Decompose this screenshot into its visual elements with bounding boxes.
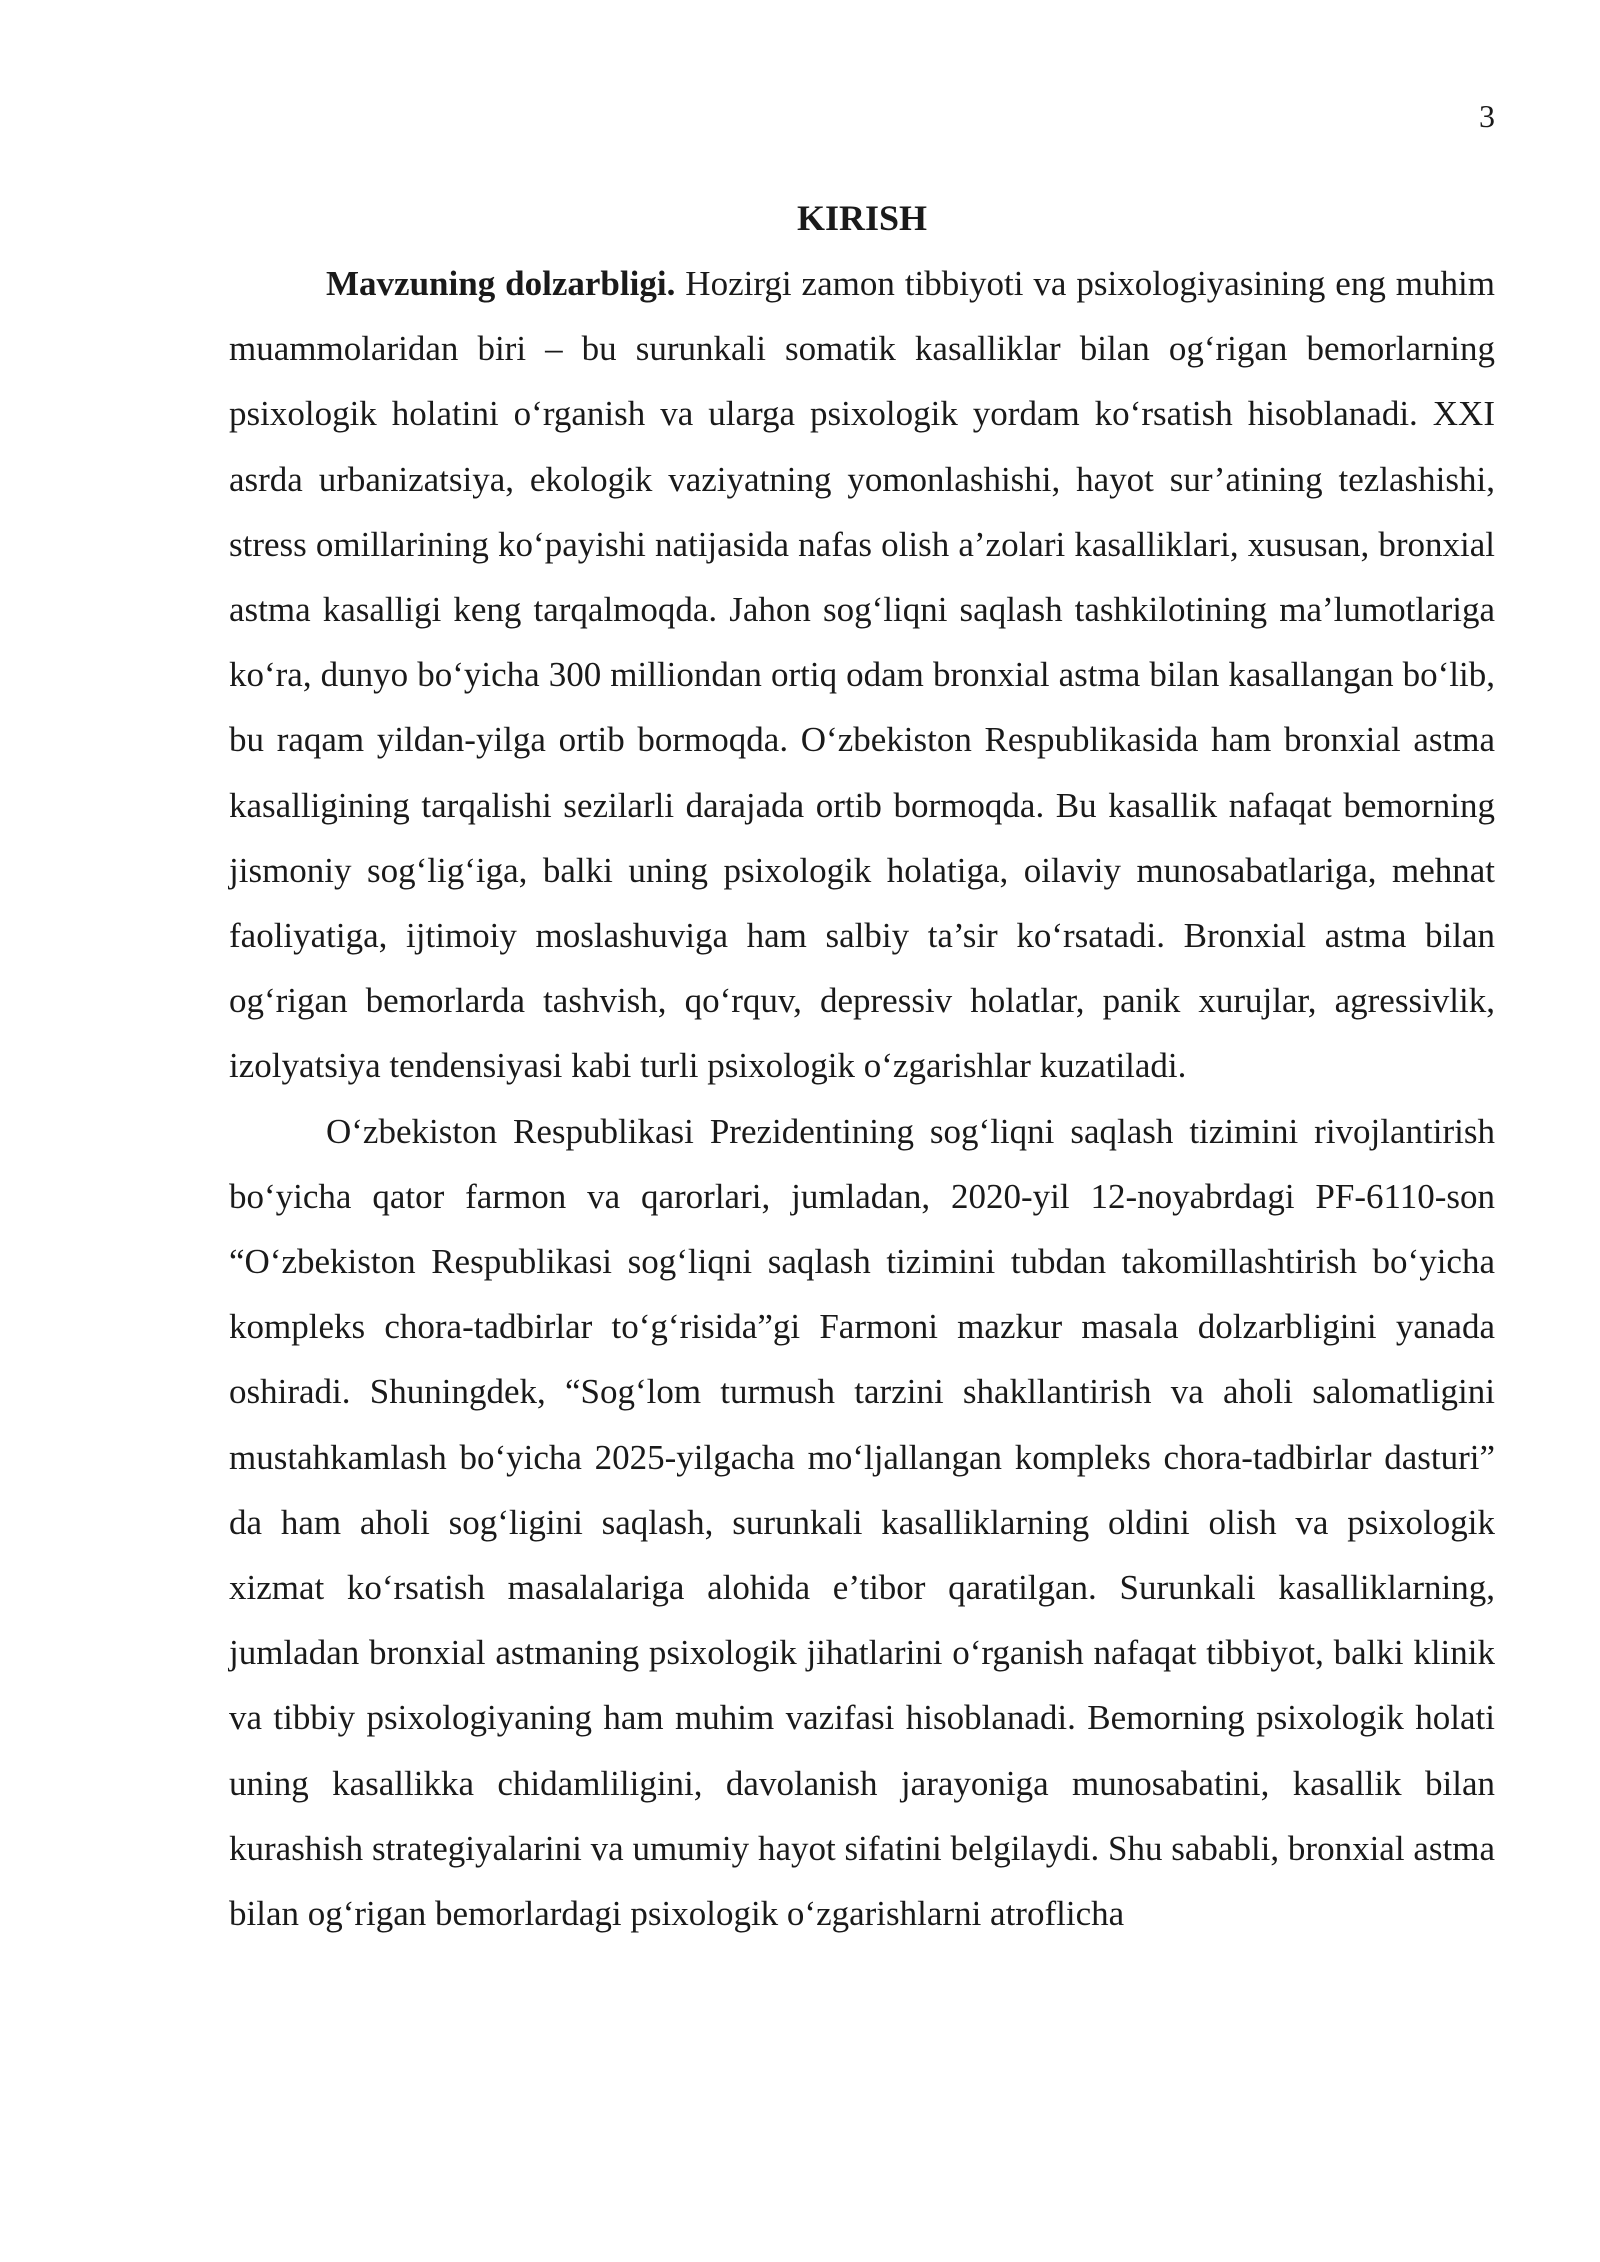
body-text bbox=[229, 186, 1495, 1946]
paragraph-relevance bbox=[229, 251, 1495, 1099]
paragraph-text: Hozirgi zamon tibbiyoti va psixologiyasining eng muhim muammolaridan biri – bu surunkali somatik kasalliklar bilan og‘rigan bemorlarning psixologik holatini o‘rganish va ularga psixologik yordam ko‘rsatish hisoblanadi. XXI asrda urbanizatsiya, ekologik vaziyatning yomonlashishi, hayot sur’atining tezlashishi, stress omillarining ko‘payishi natijasida nafas olish a’zolari kasalliklari, xususan, bronxial astma kasalligi keng tarqalmoqda. Jahon sog‘liqni saqlash tashkilotining ma’lumotlariga ko‘ra, dunyo bo‘yicha 300 milliondan ortiq odam bronxial astma bilan kasallangan bo‘lib, bu raqam yildan-yilga ortib bormoqda. O‘zbekiston Respublikasida ham bronxial astma kasalligining tarqalishi sezilarli darajada ortib bormoqda. Bu kasallik nafaqat bemorning jismoniy sog‘lig‘iga, balki uning psixologik holatiga, oilaviy munosabatlariga, mehnat faoliyatiga, ijtimoiy moslashuviga ham salbiy ta’sir ko‘rsatadi. Bronxial astma bilan og‘rigan bemorlarda tashvish, qo‘rquv, depressiv holatlar, panik xurujlar, agressivlik, izolyatsiya tendensiyasi kabi turli psixologik o‘zgarishlar kuzatiladi. bbox=[229, 264, 1495, 1086]
page-number: 3 bbox=[1479, 98, 1495, 134]
section-heading: KIRISH bbox=[796, 198, 928, 238]
paragraph-legislation bbox=[229, 1099, 1495, 1947]
paragraph-text: O‘zbekiston Respublikasi Prezidentining sog‘liqni saqlash tizimini rivojlantirish bo‘yicha qator farmon va qarorlari, jumladan, 2020-yil 12-noyabrdagi PF-6110-son “O‘zbekiston Respublikasi sog‘liqni saqlash tizimini tubdan takomillashtirish bo‘yicha kompleks chora-tadbirlar to‘g‘risida”gi Farmoni mazkur masala dolzarbligini yanada oshiradi. Shuningdek, “Sog‘lom turmush tarzini shakllantirish va aholi salomatligini mustahkamlash bo‘yicha 2025-yilgacha mo‘ljallangan kompleks chora-tadbirlar dasturi” da ham aholi sog‘ligini saqlash, surunkali kasalliklarning oldini olish va psixologik xizmat ko‘rsatish masalalariga alohida e’tibor qaratilgan. Surunkali kasalliklarning, jumladan bronxial astmaning psixologik jihatlarini o‘rganish nafaqat tibbiyot, balki klinik va tibbiy psixologiyaning ham muhim vazifasi hisoblanadi. Bemorning psixologik holati uning kasallikka chidamliligini, davolanish jarayoniga munosabatini, kasallik bilan kurashish strategiyalarini va umumiy hayot sifatini belgilaydi. Shu sababli, bronxial astma bilan og‘rigan bemorlardagi psixologik o‘zgarishlarni atroflicha bbox=[229, 1111, 1495, 1934]
paragraph-lead: Mavzuning dolzarbligi. bbox=[326, 264, 676, 303]
